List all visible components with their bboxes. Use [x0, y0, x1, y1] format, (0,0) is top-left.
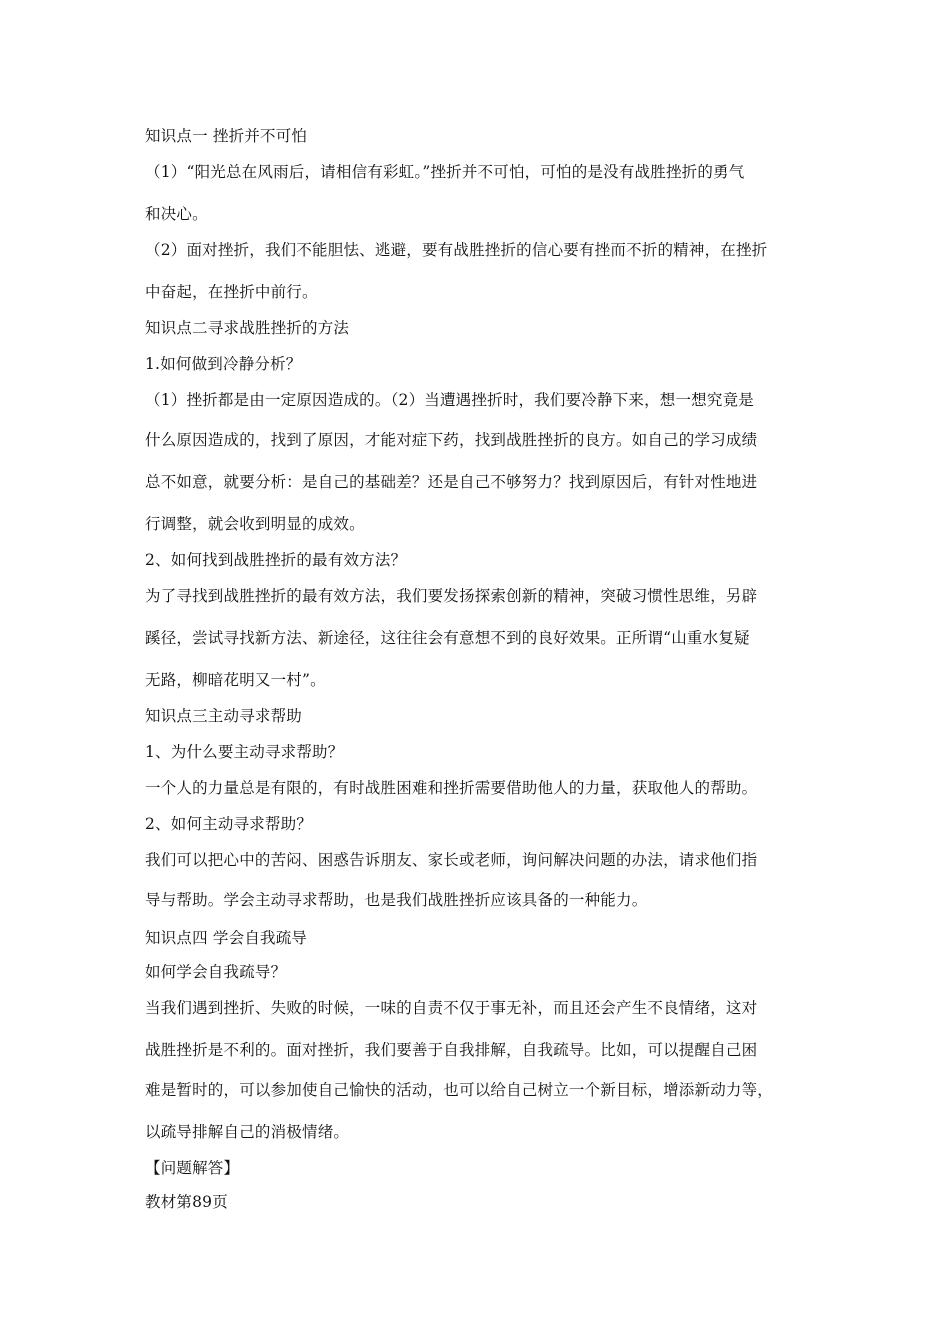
- paragraph-line: 战胜挫折是不利的。面对挫折，我们要善于自我排解，自我疏导。比如，可以提醒自己困: [145, 1041, 758, 1059]
- paragraph-line: （1）挫折都是由一定原因造成的。（2）当遭遇挫折时，我们要冷静下来，想一想究竟是: [145, 391, 754, 409]
- heading-knowledge-point-3: 知识点三主动寻求帮助: [145, 707, 303, 725]
- paragraph-line: 一个人的力量总是有限的，有时战胜困难和挫折需要借助他人的力量，获取他人的帮助。: [145, 779, 758, 797]
- subheading: 1.如何做到冷静分析？: [145, 355, 302, 373]
- paragraph-line: 当我们遇到挫折、失败的时候，一味的自责不仅于事无补，而且还会产生不良情绪，这对: [145, 999, 758, 1017]
- paragraph-line: 无路，柳暗花明又一村”。: [145, 671, 326, 689]
- paragraph-line: 以疏导排解自己的消极情绪。: [145, 1123, 350, 1141]
- paragraph-line: 我们可以把心中的苦闷、困惑告诉朋友、家长或老师，询问解决问题的办法，请求他们指: [145, 851, 758, 869]
- paragraph-line: 什么原因造成的，找到了原因，才能对症下药，找到战胜挫折的良方。如自己的学习成绩: [145, 431, 758, 449]
- subheading: 2、如何主动寻求帮助？: [145, 815, 313, 833]
- heading-knowledge-point-4: 知识点四 学会自我疏导: [145, 929, 308, 947]
- paragraph-line: 中奋起，在挫折中前行。: [145, 283, 318, 301]
- subheading: 1、为什么要主动寻求帮助？: [145, 743, 344, 761]
- paragraph-line: （2）面对挫折，我们不能胆怯、逃避，要有战胜挫折的信心要有挫而不折的精神，在挫折: [145, 241, 768, 259]
- paragraph-line: 总不如意，就要分析：是自己的基础差？还是自己不够努力？找到原因后，有针对性地进: [145, 473, 758, 491]
- paragraph-line: 为了寻找到战胜挫折的最有效方法，我们要发扬探索创新的精神，突破习惯性思维，另辟: [145, 587, 758, 605]
- paragraph-line: 难是暂时的，可以参加使自己愉快的活动，也可以给自己树立一个新目标，增添新动力等，: [145, 1081, 774, 1099]
- heading-knowledge-point-2: 知识点二寻求战胜挫折的方法: [145, 319, 350, 337]
- paragraph-line: 蹊径，尝试寻找新方法、新途径，这往往会有意想不到的良好效果。正所谓“山重水复疑: [145, 629, 750, 647]
- subheading: 如何学会自我疏导？: [145, 963, 287, 981]
- paragraph-line: 导与帮助。学会主动寻求帮助，也是我们战胜挫折应该具备的一种能力。: [145, 891, 648, 909]
- section-heading-qa: 【问题解答】: [145, 1159, 240, 1177]
- heading-knowledge-point-1: 知识点一 挫折并不可怕: [145, 127, 308, 145]
- paragraph-line: 和决心。: [145, 205, 208, 223]
- subheading: 2、如何找到战胜挫折的最有效方法？: [145, 551, 407, 569]
- paragraph-line: （1）“阳光总在风雨后，请相信有彩虹。”挫折并不可怕，可怕的是没有战胜挫折的勇气: [145, 163, 745, 181]
- paragraph-line: 行调整，就会收到明显的成效。: [145, 515, 365, 533]
- textbook-page-reference: 教材第89页: [145, 1193, 228, 1211]
